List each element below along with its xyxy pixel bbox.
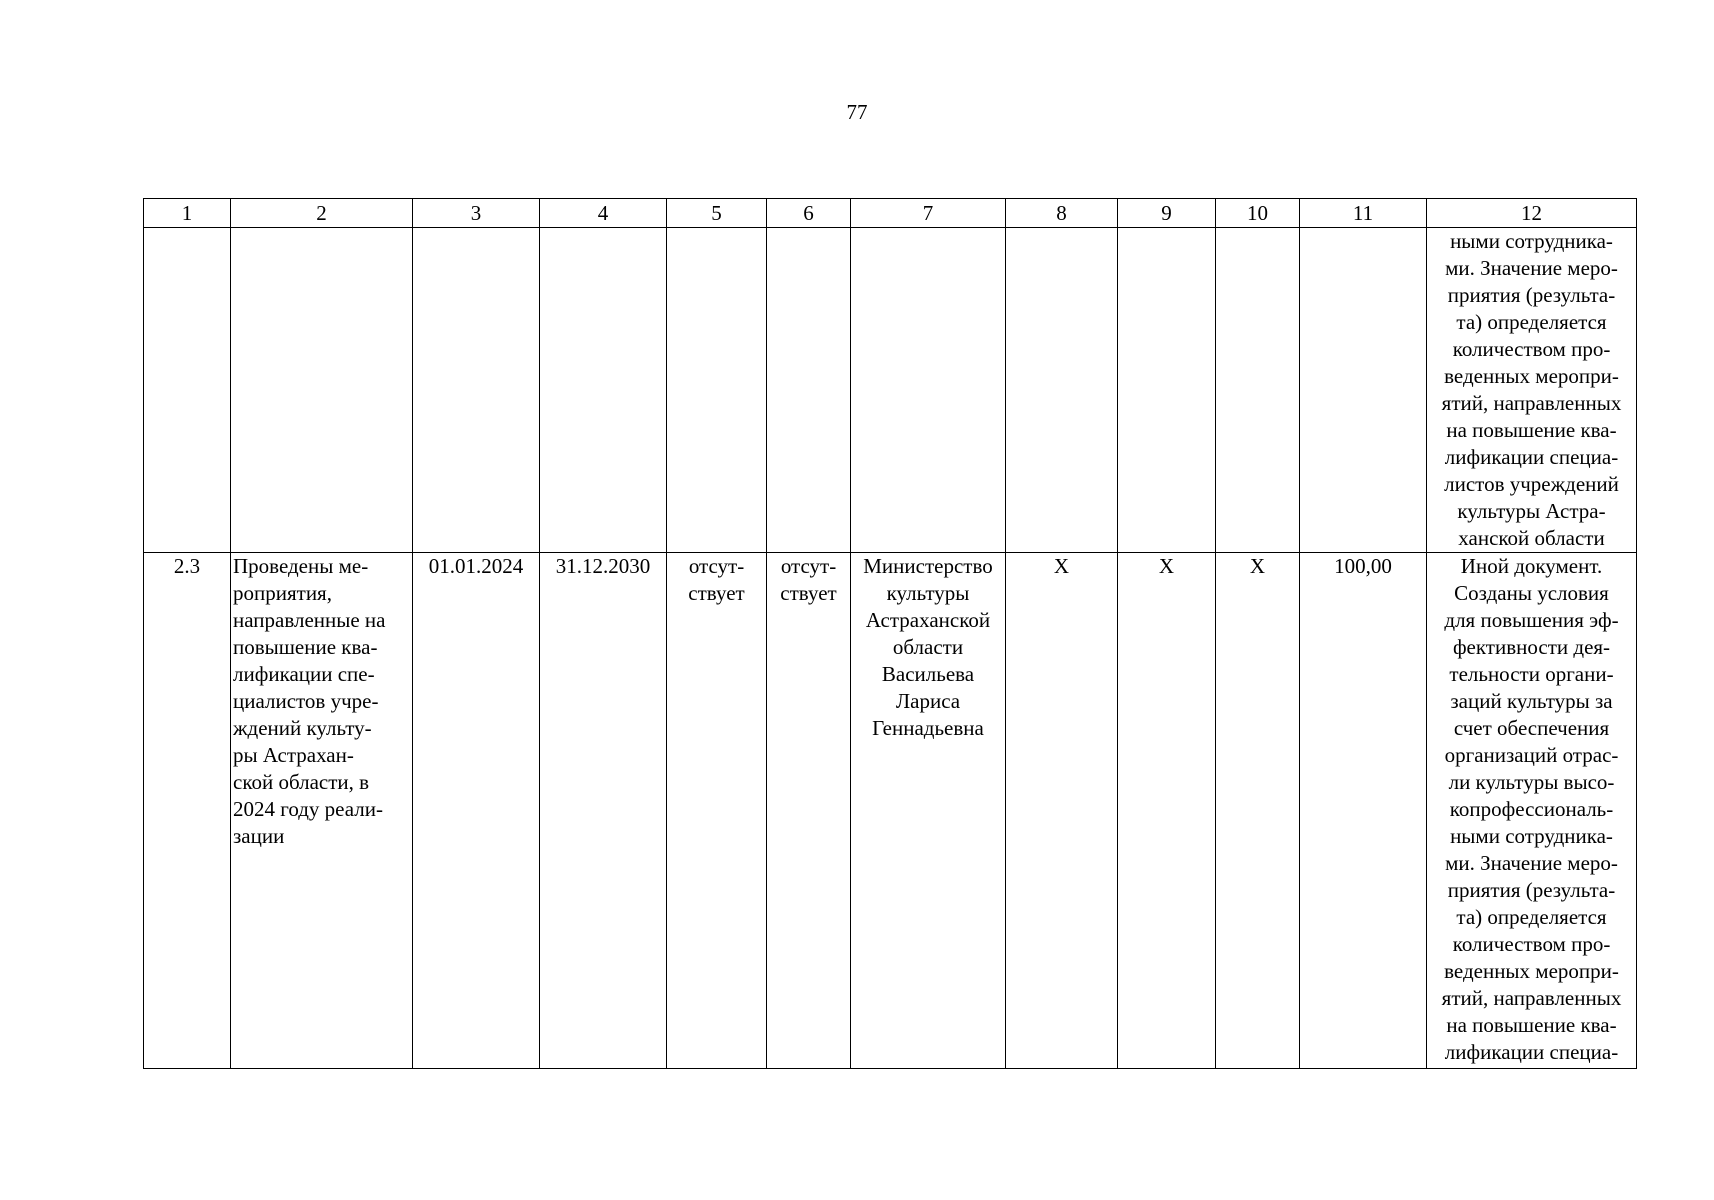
column-5-cell: отсут- ствует bbox=[667, 553, 767, 1069]
table-cell bbox=[667, 228, 767, 553]
column-header: 6 bbox=[767, 199, 851, 228]
table-cell bbox=[1300, 228, 1427, 553]
table-cell bbox=[540, 228, 667, 553]
column-header: 7 bbox=[851, 199, 1006, 228]
start-date-cell: 01.01.2024 bbox=[413, 553, 540, 1069]
description-cell: Проведены ме- роприятия, направленные на повышение ква- лификации спе- циалистов учре- ждений культу- ры Астрахан- ской области, в 2024 году реали- зации bbox=[231, 553, 413, 1069]
table-cell bbox=[231, 228, 413, 553]
column-6-cell: отсут- ствует bbox=[767, 553, 851, 1069]
table-row-2-3 bbox=[144, 553, 1637, 1069]
table-cell bbox=[1216, 228, 1300, 553]
column-header: 4 bbox=[540, 199, 667, 228]
column-9-cell: X bbox=[1118, 553, 1216, 1069]
row-number-cell: 2.3 bbox=[144, 553, 231, 1069]
column-11-cell: 100,00 bbox=[1300, 553, 1427, 1069]
column-header: 2 bbox=[231, 199, 413, 228]
responsible-cell: Министерство культуры Астраханской области Васильева Лариса Геннадьевна bbox=[851, 553, 1006, 1069]
column-header: 5 bbox=[667, 199, 767, 228]
column-header: 11 bbox=[1300, 199, 1427, 228]
column-8-cell: X bbox=[1006, 553, 1118, 1069]
column-header: 12 bbox=[1427, 199, 1637, 228]
document-table bbox=[143, 198, 1637, 1069]
table-cell bbox=[413, 228, 540, 553]
column-header: 9 bbox=[1118, 199, 1216, 228]
header-row bbox=[144, 199, 1637, 228]
column-header: 8 bbox=[1006, 199, 1118, 228]
table-cell bbox=[1006, 228, 1118, 553]
result-description-cell: Иной документ. Созданы условия для повышения эф- фективности дея- тельности органи- заций культуры за счет обеспечения организаций отрас- ли культуры высо- копрофессиональ- ными сотрудника- ми. Значение меро- приятия (результа- та) определяется количеством про- веденных меропри- ятий, направленных на повышение ква- лификации специа- bbox=[1427, 553, 1637, 1069]
table-cell bbox=[851, 228, 1006, 553]
end-date-cell: 31.12.2030 bbox=[540, 553, 667, 1069]
column-header: 10 bbox=[1216, 199, 1300, 228]
table-cell bbox=[144, 228, 231, 553]
table-cell bbox=[1118, 228, 1216, 553]
page-number: 77 bbox=[846, 100, 868, 124]
column-10-cell: X bbox=[1216, 553, 1300, 1069]
result-description-cell: ными сотрудника- ми. Значение меро- приятия (результа- та) определяется количеством про- веденных меропри- ятий, направленных на повышение ква- лификации специа- листов учреждений культуры Астра- ханской области bbox=[1427, 228, 1637, 553]
table-row-continuation bbox=[144, 228, 1637, 553]
column-header: 3 bbox=[413, 199, 540, 228]
table-cell bbox=[767, 228, 851, 553]
column-header: 1 bbox=[144, 199, 231, 228]
